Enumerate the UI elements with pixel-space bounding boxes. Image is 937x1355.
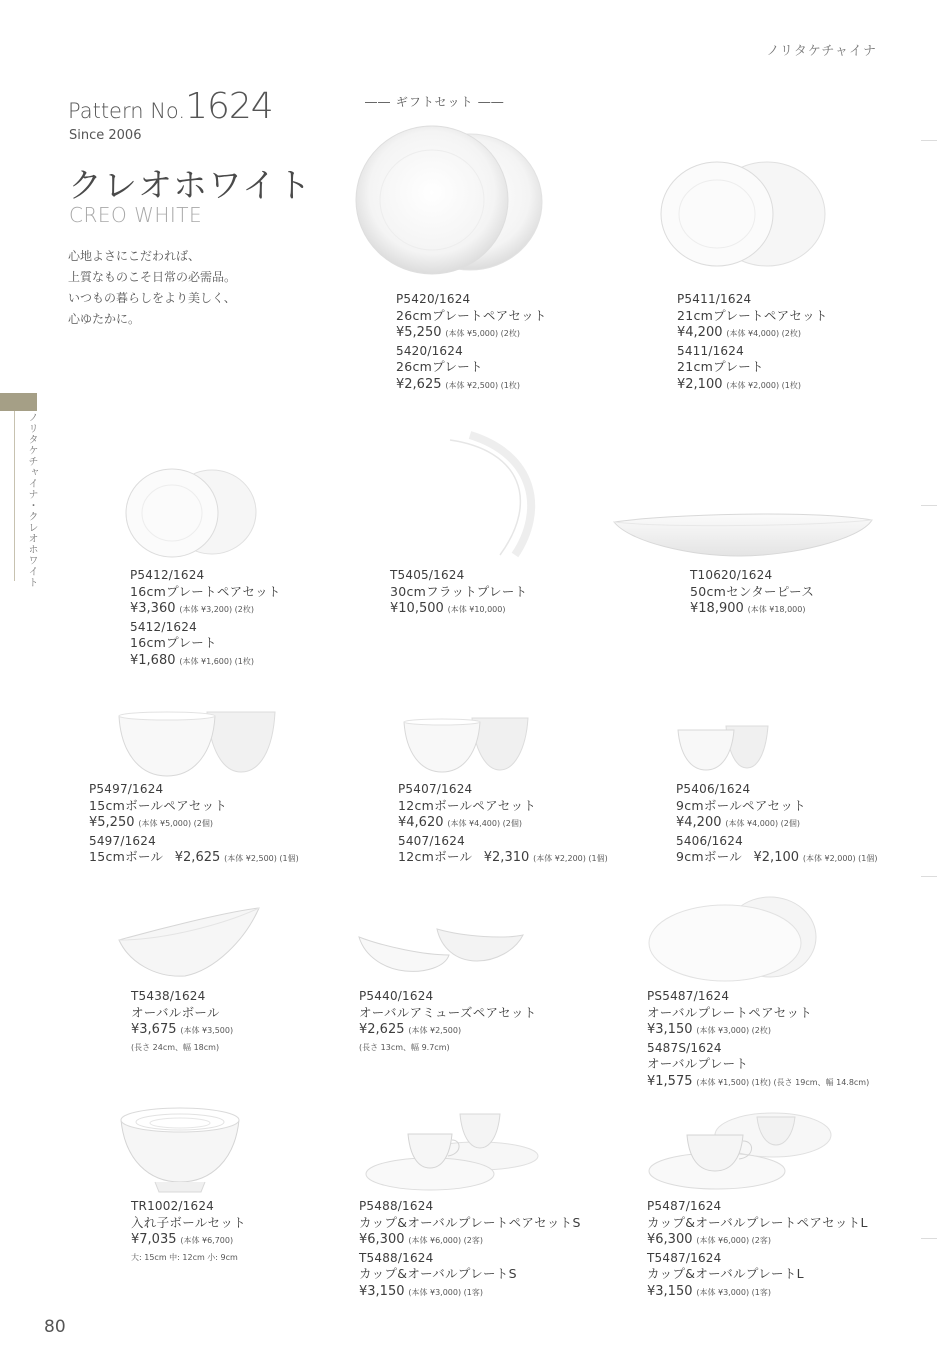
product-p5487	[647, 1198, 868, 1301]
since-year: Since 2006	[69, 128, 142, 143]
brand-label: ノリタケチャイナ	[766, 44, 877, 59]
product-code-single: 5497/1624	[89, 833, 156, 848]
price-note: (本体 ¥10,000)	[447, 605, 506, 614]
product-price: ¥3,150	[647, 1022, 693, 1037]
product-price: ¥2,625	[359, 1022, 405, 1037]
product-price: ¥5,250	[396, 325, 442, 340]
pattern-label: Pattern No.	[68, 99, 186, 123]
product-code: T5405/1624	[390, 568, 465, 582]
product-price: ¥3,675	[131, 1022, 177, 1037]
bowl-12cm-pair-image	[400, 710, 535, 778]
product-p5406	[676, 781, 878, 868]
product-price-single: ¥3,150	[359, 1283, 405, 1299]
bowl-9cm-pair-image	[674, 718, 774, 776]
product-p5488	[359, 1198, 581, 1301]
price-note: (本体 ¥5,000) (2個)	[138, 819, 213, 828]
product-name: 50cmセンターピース	[690, 583, 815, 599]
cup-oval-plate-s-image	[360, 1100, 540, 1195]
product-code: P5497/1624	[89, 782, 164, 796]
product-price-single: ¥2,100	[753, 850, 800, 865]
edge-divider	[921, 505, 937, 506]
series-name-en: CREO WHITE	[69, 203, 203, 227]
price-note: (本体 ¥6,000) (2客)	[696, 1236, 771, 1245]
series-name-jp: クレオホワイト	[68, 166, 312, 206]
product-code: T5438/1624	[131, 989, 206, 1003]
pattern-number	[68, 86, 273, 127]
plate-21cm-pair-image	[655, 160, 835, 270]
product-name: 26cmプレートペアセット	[396, 307, 547, 323]
price-note: (本体 ¥2,500)	[408, 1026, 462, 1035]
page-number: 80	[44, 1317, 66, 1337]
price-note-single: (本体 ¥1,500) (1枚) (長さ 19cm、幅 14.8cm)	[696, 1077, 870, 1087]
product-p5411	[677, 291, 828, 394]
price-note-single: (本体 ¥2,500) (1個)	[224, 854, 299, 863]
product-name-single: 21cmプレート	[677, 359, 764, 374]
product-code: P5420/1624	[396, 292, 471, 306]
product-price: ¥4,200	[677, 325, 723, 340]
product-name: オーバルアミューズペアセット	[359, 1004, 537, 1020]
price-note: (本体 ¥6,000) (2客)	[408, 1236, 483, 1245]
product-price-single: ¥1,575	[647, 1073, 693, 1089]
price-note: (本体 ¥4,000) (2個)	[725, 819, 800, 828]
product-name-single: オーバルプレート	[647, 1056, 749, 1071]
product-name: オーバルボール	[131, 1004, 220, 1020]
product-code-single: T5488/1624	[359, 1250, 434, 1265]
plate-26cm-pair-image	[350, 120, 550, 280]
price-note: (本体 ¥4,400) (2個)	[447, 819, 522, 828]
price-note-single: (本体 ¥1,600) (1枚)	[179, 656, 254, 666]
product-price: ¥7,035	[131, 1232, 177, 1247]
product-p5440	[359, 988, 537, 1056]
product-price: ¥6,300	[647, 1232, 693, 1247]
product-name-single: カップ&オーバルプレートL	[647, 1266, 804, 1281]
pattern-value: 1624	[185, 86, 273, 127]
price-note-single: (本体 ¥2,500) (1枚)	[445, 380, 520, 390]
edge-divider	[921, 1238, 937, 1239]
product-code-single: 5487S/1624	[647, 1040, 722, 1055]
product-price: ¥4,200	[676, 815, 722, 830]
price-note: (本体 ¥6,700)	[180, 1236, 234, 1245]
edge-divider	[921, 140, 937, 141]
oval-plate-pair-image	[645, 895, 820, 985]
product-code: TR1002/1624	[131, 1199, 214, 1213]
product-code: P5412/1624	[130, 568, 205, 582]
product-dimensions: (長さ 24cm、幅 18cm)	[131, 1042, 220, 1052]
bowl-15cm-pair-image	[115, 700, 285, 782]
product-code-single: 5411/1624	[677, 343, 744, 358]
tagline	[68, 246, 236, 330]
product-name-single: 15cmボール	[89, 849, 164, 864]
tagline-line: 心地よさにこだわれば、	[68, 249, 201, 263]
edge-divider	[921, 876, 937, 877]
side-divider	[14, 411, 15, 581]
product-name: 入れ子ボールセット	[131, 1214, 246, 1230]
product-dimensions: (長さ 13cm、幅 9.7cm)	[359, 1042, 450, 1052]
side-vertical-label: ノリタケチャイナ・クレオホワイト	[26, 412, 37, 588]
product-code: P5407/1624	[398, 782, 473, 796]
product-name: 21cmプレートペアセット	[677, 307, 828, 323]
product-code: P5440/1624	[359, 989, 434, 1003]
product-price-single: ¥2,625	[396, 376, 442, 392]
product-t5438	[131, 988, 233, 1056]
product-price-single: ¥3,150	[647, 1283, 693, 1299]
plate-16cm-pair-image	[122, 465, 262, 560]
product-price: ¥3,360	[130, 601, 176, 616]
product-code: P5406/1624	[676, 782, 751, 796]
product-code-single: 5412/1624	[130, 619, 197, 634]
tagline-line: 心ゆたかに。	[68, 312, 141, 326]
product-name-single: 12cmボール	[398, 849, 473, 864]
product-name: 16cmプレートペアセット	[130, 583, 281, 599]
product-code: P5487/1624	[647, 1199, 722, 1213]
centerpiece-50cm-image	[610, 500, 875, 562]
price-note: (本体 ¥18,000)	[747, 605, 806, 614]
side-index-tab	[0, 393, 37, 411]
product-price: ¥4,620	[398, 815, 444, 830]
product-p5407	[398, 781, 608, 868]
tagline-line: 上質なものこそ日常の必需品。	[68, 270, 237, 284]
product-name: カップ&オーバルプレートペアセットS	[359, 1214, 581, 1230]
product-code-single: T5487/1624	[647, 1250, 722, 1265]
product-t10620	[690, 567, 814, 619]
product-price: ¥6,300	[359, 1232, 405, 1247]
price-note: (本体 ¥3,000) (2枚)	[696, 1026, 771, 1035]
price-note-single: (本体 ¥2,000) (1個)	[802, 854, 878, 863]
product-name: カップ&オーバルプレートペアセットL	[647, 1214, 868, 1230]
product-code-single: 5407/1624	[398, 833, 465, 848]
tagline-line: いつもの暮らしをより美しく、	[68, 291, 236, 305]
product-name-single: 16cmプレート	[130, 635, 217, 650]
product-t5405	[390, 567, 527, 619]
product-name: 30cmフラットプレート	[390, 583, 528, 599]
product-dimensions: 大: 15cm 中: 12cm 小: 9cm	[131, 1252, 238, 1262]
flat-plate-30cm-image	[440, 430, 550, 560]
product-price: ¥5,250	[89, 815, 135, 830]
price-note: (本体 ¥3,200) (2枚)	[179, 605, 254, 614]
price-note-single: (本体 ¥2,200) (1個)	[533, 854, 608, 863]
product-p5420	[396, 291, 547, 394]
oval-bowl-image	[115, 900, 263, 982]
product-price-single: ¥2,310	[483, 850, 530, 865]
product-ps5487	[647, 988, 869, 1091]
price-note: (本体 ¥3,500)	[180, 1026, 234, 1035]
gift-set-label: ―― ギフトセット ――	[365, 95, 505, 109]
product-price: ¥18,900	[690, 601, 744, 616]
product-name-single: カップ&オーバルプレートS	[359, 1266, 517, 1281]
price-note: (本体 ¥4,000) (2枚)	[726, 329, 801, 338]
oval-amuse-pair-image	[355, 915, 525, 977]
product-name: 9cmボールペアセット	[676, 797, 806, 813]
product-name: 15cmボールペアセット	[89, 797, 228, 813]
product-price-single: ¥2,625	[174, 850, 221, 865]
product-price-single: ¥1,680	[130, 652, 176, 668]
nesting-bowl-set-image	[115, 1100, 245, 1195]
product-code: P5488/1624	[359, 1199, 434, 1213]
product-name: オーバルプレートペアセット	[647, 1004, 813, 1020]
product-p5497	[89, 781, 299, 868]
product-name-single: 9cmボール	[676, 849, 743, 864]
product-tr1002	[131, 1198, 246, 1266]
product-price-single: ¥2,100	[677, 376, 723, 392]
product-price: ¥10,500	[390, 601, 444, 616]
product-p5412	[130, 567, 281, 670]
price-note-single: (本体 ¥3,000) (1客)	[696, 1287, 771, 1297]
product-code-single: 5406/1624	[676, 833, 743, 848]
price-note: (本体 ¥5,000) (2枚)	[445, 329, 520, 338]
cup-oval-plate-l-image	[645, 1105, 835, 1195]
price-note-single: (本体 ¥2,000) (1枚)	[726, 380, 801, 390]
product-code-single: 5420/1624	[396, 343, 463, 358]
product-code: T10620/1624	[690, 568, 773, 582]
price-note-single: (本体 ¥3,000) (1客)	[408, 1287, 483, 1297]
product-name: 12cmボールペアセット	[398, 797, 537, 813]
product-code: P5411/1624	[677, 292, 752, 306]
product-name-single: 26cmプレート	[396, 359, 483, 374]
product-code: PS5487/1624	[647, 989, 730, 1003]
